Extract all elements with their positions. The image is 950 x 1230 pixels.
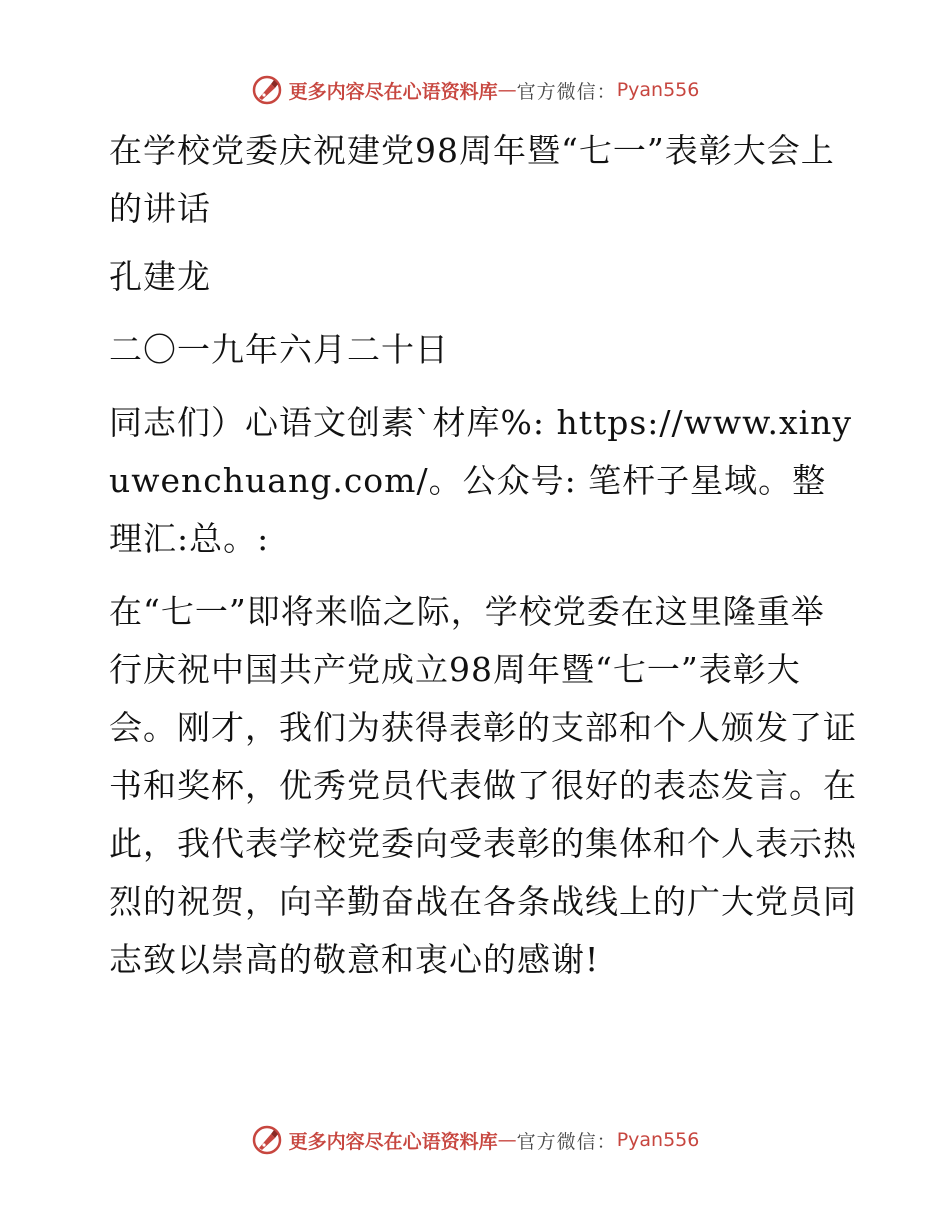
document-author: 孔建龙 xyxy=(109,257,211,296)
header-watermark-banner xyxy=(0,70,950,110)
pen-nib-logo-icon xyxy=(251,74,283,106)
banner-site-text: 更多内容尽在心语资料库 xyxy=(288,1130,498,1153)
document-date: 二〇一九年六月二十日 xyxy=(109,330,449,369)
banner-wechat-handle: Pyan556 xyxy=(616,79,700,101)
banner-dash: — xyxy=(497,79,517,101)
document-body xyxy=(97,122,857,989)
document-paragraph: 在“七一”即将来临之际，学校党委在这里隆重举行庆祝中国共产党成立98周年暨“七一”表彰大会。刚才，我们为获得表彰的支部和个人颁发了证书和奖杯，优秀党员代表做了很好的表态发言。在此，我代表学校党委向受表彰的集体和个人表示热烈的祝贺，向辛勤奋战在各条战线上的广大党员同志致以崇高的敬意和衷心的感谢! xyxy=(109,592,857,979)
document-intro: 同志们）心语文创素`材库%: https://www.xinyuwenchuang.com/。公众号: 笔杆子星域。整理汇:总。: xyxy=(109,403,853,558)
banner-wechat-label: 官方微信： xyxy=(516,80,617,103)
banner-wechat-label: 官方微信： xyxy=(516,1130,617,1153)
footer-watermark-banner xyxy=(0,1120,950,1160)
pen-nib-logo-icon xyxy=(251,1124,283,1156)
banner-site-text: 更多内容尽在心语资料库 xyxy=(288,80,498,103)
banner-dash: — xyxy=(497,1129,517,1151)
banner-wechat-handle: Pyan556 xyxy=(616,1129,700,1151)
document-title: 在学校党委庆祝建党98周年暨“七一”表彰大会上的讲话 xyxy=(109,131,835,228)
